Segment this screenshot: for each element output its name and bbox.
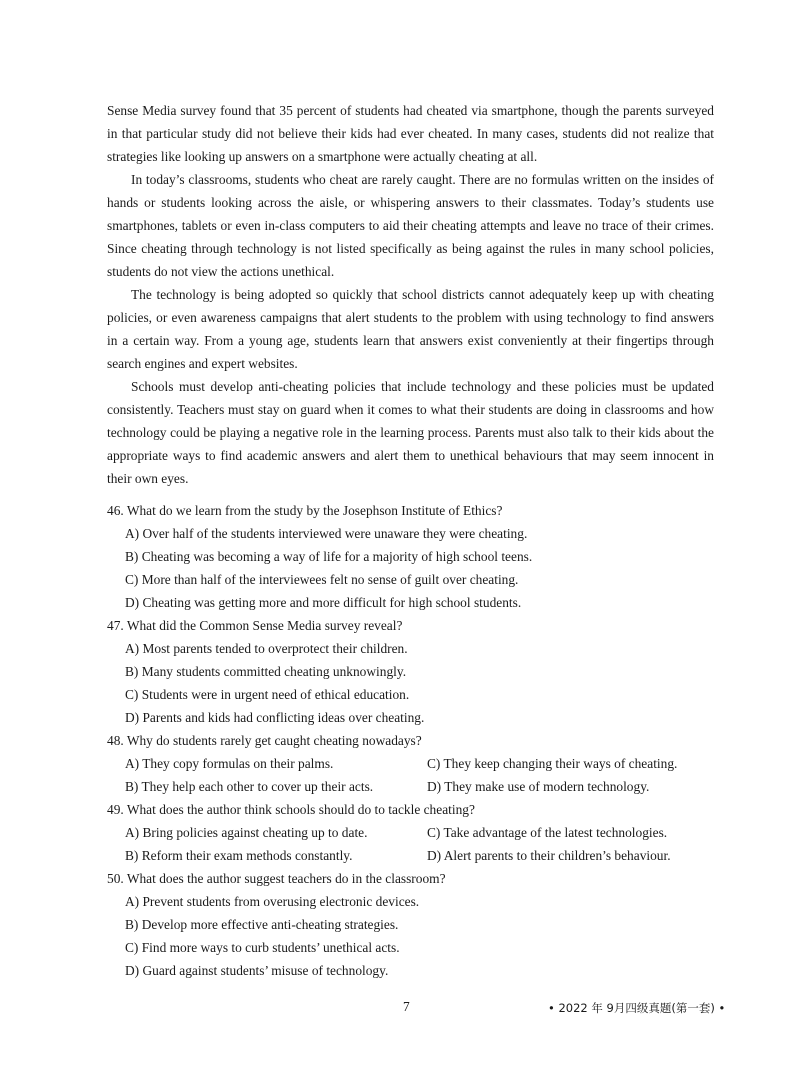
question-46-option-c: C) More than half of the interviewees felt no sense of guilt over cheating. <box>125 572 519 587</box>
question-46-option-b: B) Cheating was becoming a way of life for a majority of high school teens. <box>125 549 533 564</box>
question-47-stem: 47. What did the Common Sense Media survey reveal? <box>107 618 403 633</box>
question-49-option-d: D) Alert parents to their children’s behaviour. <box>427 848 671 863</box>
question-49-option-c: C) Take advantage of the latest technologies. <box>427 825 668 840</box>
question-48 <box>107 729 707 798</box>
question-46-option-d: D) Cheating was getting more and more difficult for high school students. <box>125 595 522 610</box>
exam-footer-label: • 2022 年 9月四级真题(第一套) • <box>548 1001 726 1015</box>
question-50-stem: 50. What does the author suggest teachers do in the classroom? <box>107 871 446 886</box>
question-48-stem: 48. Why do students rarely get caught cheating nowadays? <box>107 733 422 748</box>
question-50 <box>107 867 707 982</box>
passage-paragraph-1: Sense Media survey found that 35 percent of students had cheated via smartphone, though the parents surveyed in that particular study did not believe their kids had ever cheated. In many cases, students did not realize that strategies like looking up answers on a smartphone were actually cheating at all. <box>107 103 714 164</box>
question-47 <box>107 614 707 729</box>
question-47-option-a: A) Most parents tended to overprotect their children. <box>125 641 408 656</box>
question-49-option-b: B) Reform their exam methods constantly. <box>125 848 353 863</box>
question-46-stem: 46. What do we learn from the study by the Josephson Institute of Ethics? <box>107 503 503 518</box>
question-49-options-row-1 <box>125 821 707 844</box>
question-50-option-b: B) Develop more effective anti-cheating strategies. <box>125 917 399 932</box>
question-49-options-row-2 <box>125 844 707 867</box>
question-48-option-d: D) They make use of modern technology. <box>427 779 650 794</box>
question-49 <box>107 798 707 867</box>
question-46 <box>107 499 707 614</box>
question-50-option-a: A) Prevent students from overusing electronic devices. <box>125 894 420 909</box>
page-number: 7 <box>403 999 410 1014</box>
passage-paragraph-2: In today’s classrooms, students who cheat are rarely caught. There are no formulas written on the insides of hands or students looking across the aisle, or whispering answers to their classmates. Today’s students use smartphones, tablets or even in-class computers to aid their cheating attempts and leave no trace of their crimes. Since cheating through technology is not listed specifically as being against the rules in many school policies, students do not view the actions unethical. <box>107 172 714 279</box>
question-47-option-d: D) Parents and kids had conflicting ideas over cheating. <box>125 710 425 725</box>
question-49-stem: 49. What does the author think schools should do to tackle cheating? <box>107 802 475 817</box>
question-50-option-d: D) Guard against students’ misuse of technology. <box>125 963 389 978</box>
question-48-options-row-1 <box>125 752 707 775</box>
question-48-option-a: A) They copy formulas on their palms. <box>125 756 334 771</box>
question-47-option-b: B) Many students committed cheating unknowingly. <box>125 664 407 679</box>
question-47-option-c: C) Students were in urgent need of ethical education. <box>125 687 410 702</box>
question-49-option-a: A) Bring policies against cheating up to date. <box>125 825 368 840</box>
question-50-option-c: C) Find more ways to curb students’ unethical acts. <box>125 940 400 955</box>
question-list <box>107 499 707 982</box>
question-48-option-c: C) They keep changing their ways of cheating. <box>427 756 678 771</box>
passage-paragraph-3: The technology is being adopted so quickly that school districts cannot adequately keep up with cheating policies, or even awareness campaigns that alert students to the problem with using technology to find answers in a certain way. From a young age, students learn that answers exist conveniently at their fingertips through search engines and expert websites. <box>107 287 714 371</box>
passage-paragraph-4: Schools must develop anti-cheating policies that include technology and these policies must be updated consistently. Teachers must stay on guard when it comes to what their students are doing in classrooms and how technology could be playing a negative role in the learning process. Parents must also talk to their kids about the appropriate ways to find academic answers and alert them to unethical behaviours that may seem innocent in their own eyes. <box>107 379 714 486</box>
question-48-options-row-2 <box>125 775 707 798</box>
question-48-option-b: B) They help each other to cover up their acts. <box>125 779 374 794</box>
question-46-option-a: A) Over half of the students interviewed were unaware they were cheating. <box>125 526 528 541</box>
reading-passage <box>107 99 714 490</box>
